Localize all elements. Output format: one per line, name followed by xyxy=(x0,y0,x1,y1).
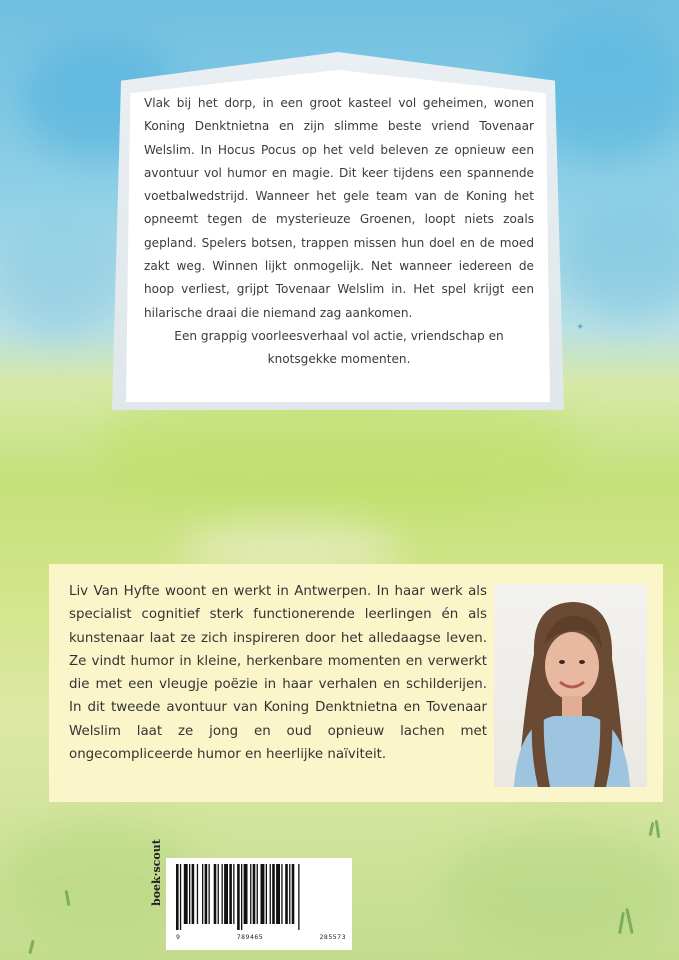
author-bio: Liv Van Hyfte woont en werkt in Antwerpen. In haar werk als specialist cognitief sterk functionerende leerlingen én als kunstenaar laat ze zich inspireren door het alledaagse leven. Ze vindt humor in kleine, herkenbare momenten en verwerkt die met een vleugje poëzie in haar verhalen en schilderijen. In dit tweede avontuur van Koning Denktnietna en Tovenaar Welslim laat ze jong en oud opnieuw lachen met ongecompliceerde humor en heerlijke naïviteit. xyxy=(69,584,487,763)
barcode-bar xyxy=(189,864,190,924)
barcode-bar xyxy=(250,864,251,924)
barcode-bar xyxy=(205,864,208,924)
barcode-bar xyxy=(281,864,282,924)
sky-cloud xyxy=(560,200,679,320)
blurb-tagline: Een grappig voorleesverhaal vol actie, vriendschap en knotsgekke momenten. xyxy=(174,328,504,367)
barcode-bar xyxy=(276,864,280,924)
star-icon: ✦ xyxy=(576,322,585,333)
barcode-bar xyxy=(176,864,179,930)
barcode-bar xyxy=(289,864,290,924)
barcode-bar xyxy=(292,864,295,924)
barcode-bar xyxy=(202,864,203,924)
barcode-bar xyxy=(209,864,210,924)
author-portrait-illustration xyxy=(494,584,647,787)
sky-cloud xyxy=(0,220,120,340)
barcode-bar xyxy=(224,864,228,924)
barcode-bar xyxy=(244,864,248,924)
isbn-number xyxy=(176,933,346,941)
barcode-bar xyxy=(197,864,198,924)
barcode-bar xyxy=(272,864,275,924)
blurb-paragraph: Vlak bij het dorp, in een groot kasteel vol geheimen, wonen Koning Denktnietna en zijn slimme beste vriend Tovenaar Welslim. In Hocus Pocus op het veld beleven ze opnieuw een avontuur vol humor en magie. Dit keer tijdens een spannende voetbalwedstrijd. Wanneer het gele team van de Koning het opneemt tegen de mysterieuze Groenen, loopt niets zoals gepland. Spelers botsen, trappen missen hun doel en de moed zakt weg. Winnen lijkt onmogelijk. Net wanneer iedereen de hoop verliest, grijpt Tovenaar Welslim in. Het spel krijgt een hilarische draai die niemand zag aankomen. xyxy=(144,96,534,320)
barcode-bar xyxy=(253,864,256,924)
barcode-bar xyxy=(184,864,188,924)
barcode-bar xyxy=(266,864,267,924)
author-photo xyxy=(494,584,647,787)
barcode-bar xyxy=(261,864,265,924)
isbn-digit-prefix: 9 xyxy=(176,933,181,941)
barcode-bar xyxy=(222,864,223,924)
publisher-logo: boek·scout xyxy=(150,839,163,906)
grass-tuft xyxy=(649,822,655,836)
barcode-bar xyxy=(192,864,195,924)
meadow-patch xyxy=(440,830,679,950)
isbn-digit-group-2: 285573 xyxy=(319,933,346,941)
barcode-bar xyxy=(241,864,242,930)
barcode-bar xyxy=(285,864,288,924)
barcode-bar xyxy=(237,864,240,930)
barcode-bar xyxy=(298,864,299,930)
grass-tuft xyxy=(28,940,34,954)
barcode-bar xyxy=(270,864,271,924)
isbn-barcode xyxy=(174,864,346,930)
barcode-bar xyxy=(233,864,234,924)
barcode-bar xyxy=(229,864,232,924)
barcode-bar xyxy=(214,864,217,924)
barcode-bar xyxy=(257,864,258,924)
grass-tuft xyxy=(655,820,660,838)
barcode-bar xyxy=(218,864,219,924)
isbn-digit-group-1: 789465 xyxy=(236,933,264,941)
book-blurb xyxy=(144,92,534,372)
barcode-bar xyxy=(180,864,181,930)
